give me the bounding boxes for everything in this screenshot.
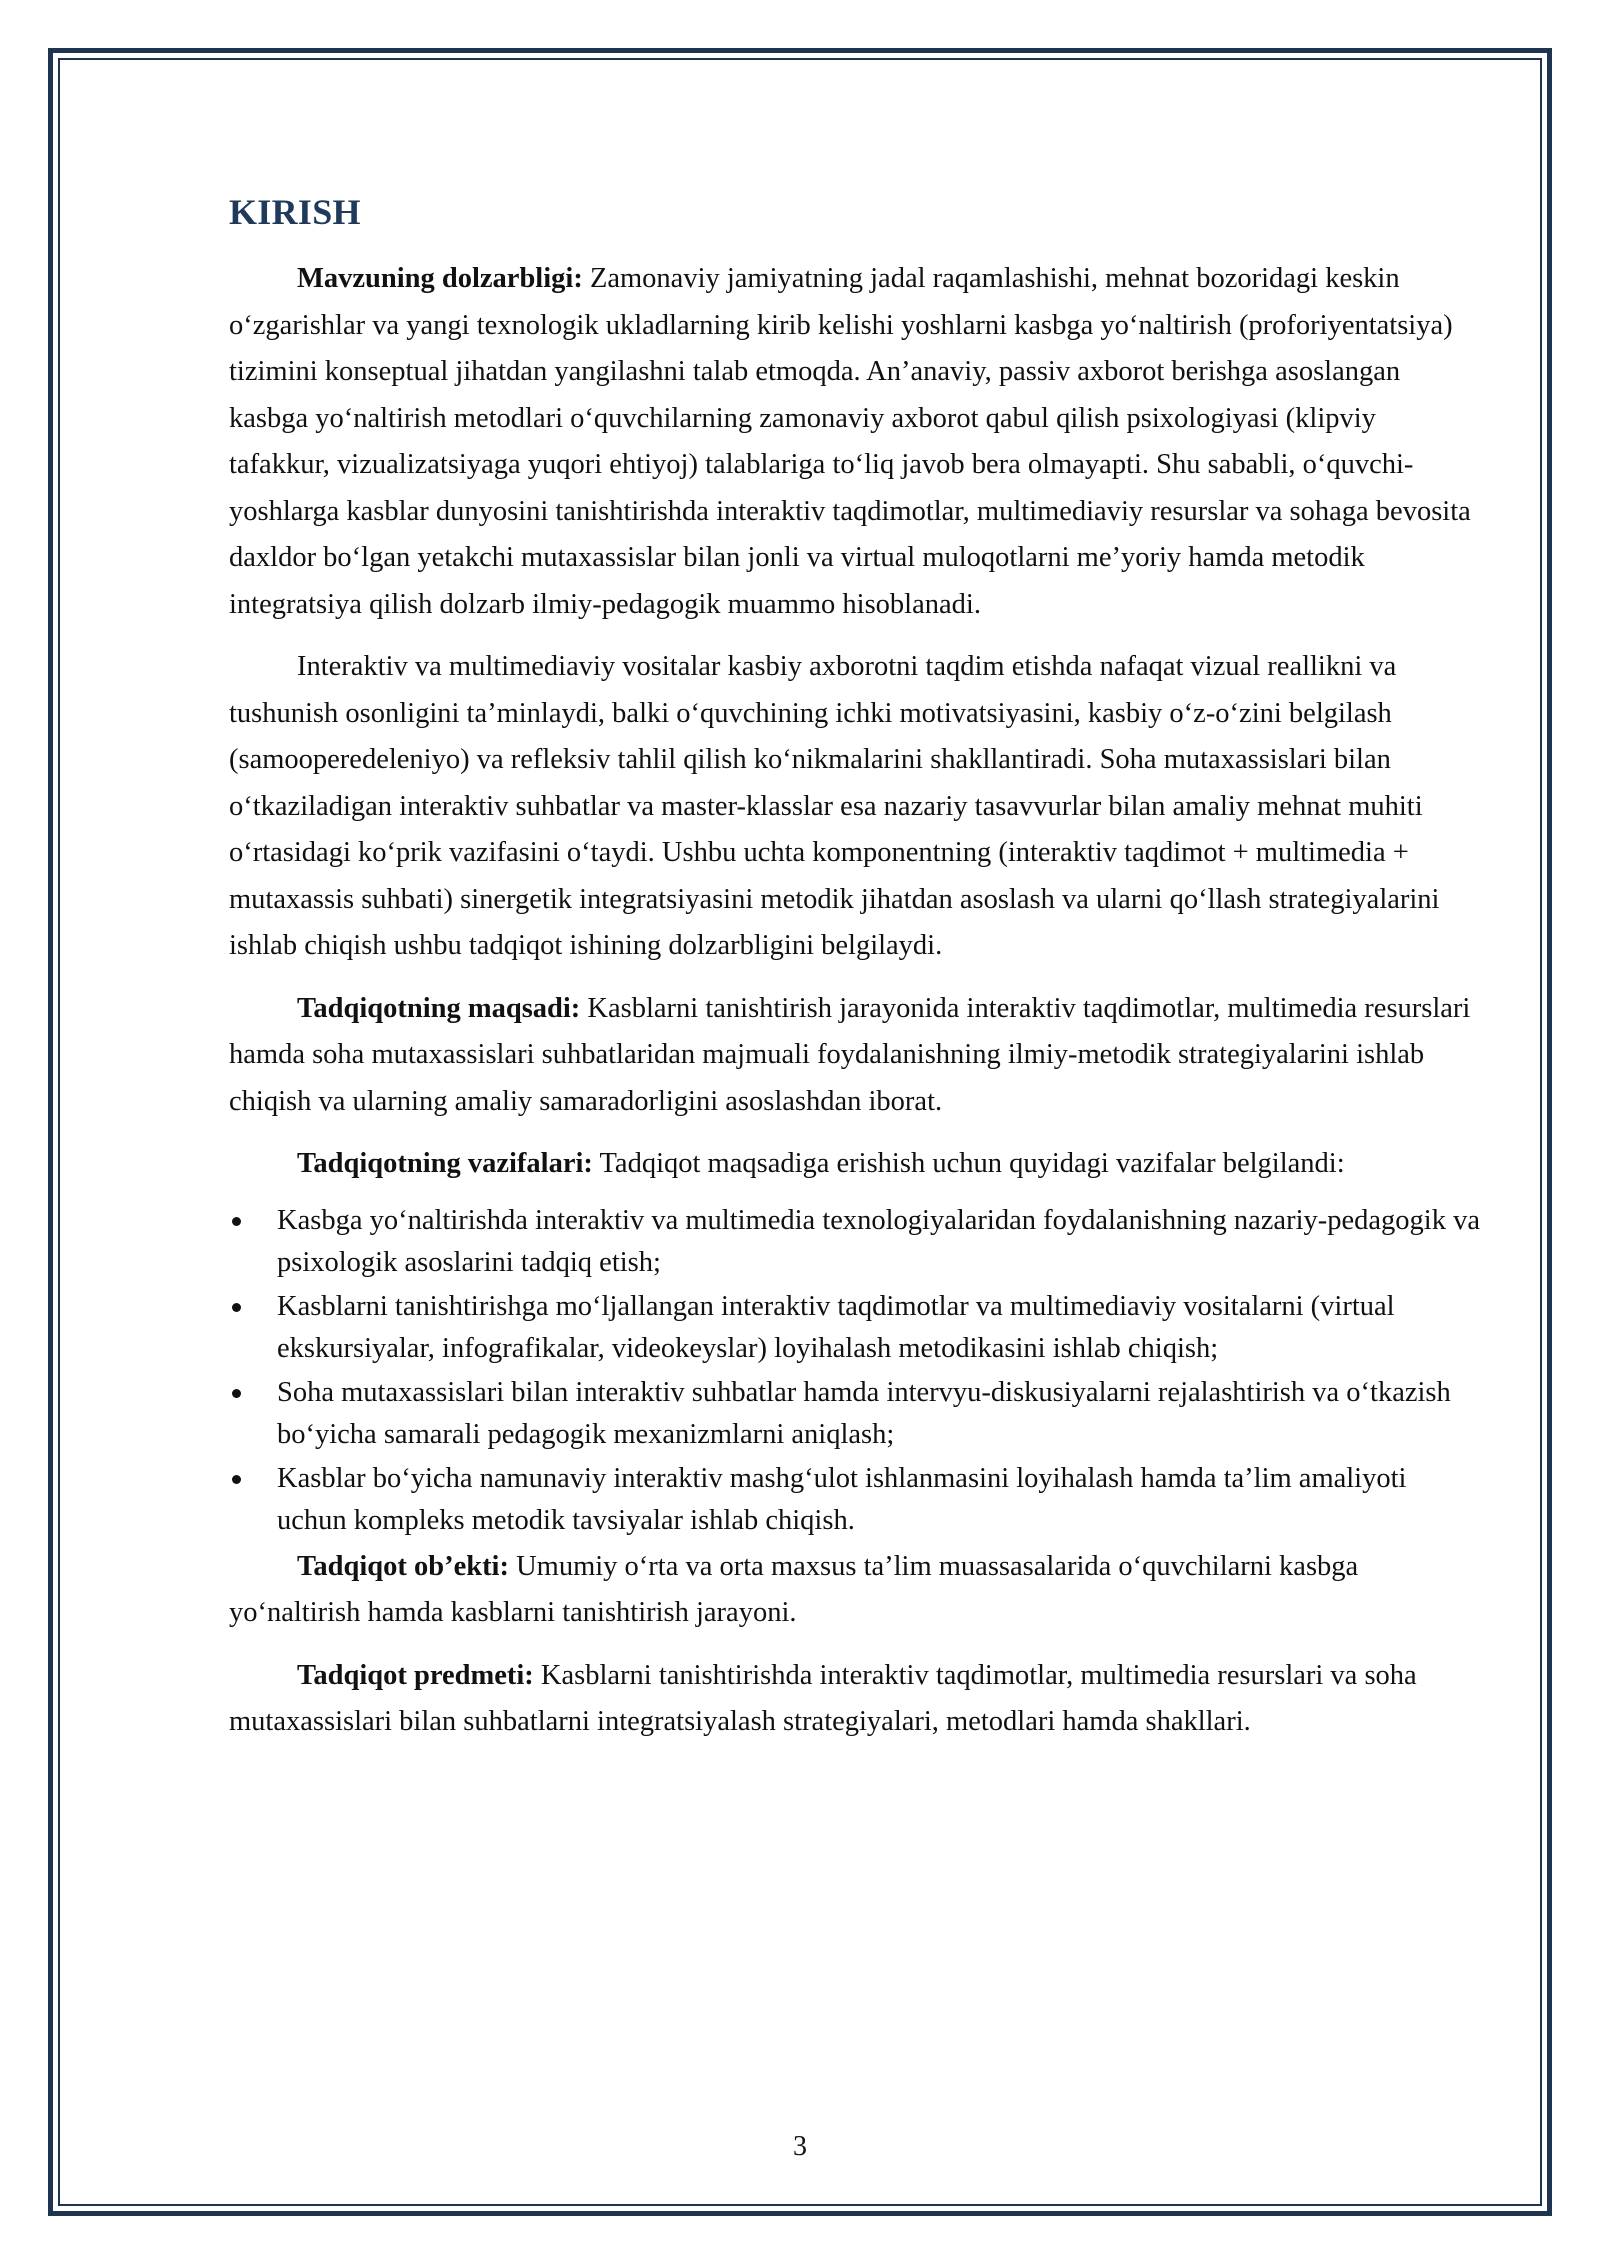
relevance-text: Zamonaviy jamiyatning jadal raqamlashishi, mehnat bozoridagi keskin oʻzgarishlar va yangi texnologik ukladlarning kirib kelishi yoshlarni kasbga yoʻnaltirish (proforiyentatsiya) tizimini konseptual jihatdan yangilashni talab etmoqda. An’anaviy, passiv axborot berishga asoslangan kasbga yoʻnaltirish metodlari oʻquvchilarning zamonaviy axborot qabul qilish psixologiyasi (klipviy tafakkur, vizualizatsiyaga yuqori ehtiyoj) talablariga toʻliq javob bera olmayapti. Shu sababli, oʻquvchi-yoshlarga kasblar dunyosini tanishtirishda interaktiv taqdimotlar, multimediaviy resurslar va sohaga bevosita daxldor boʻlgan yetakchi mutaxassislar bilan jonli va virtual muloqotlarni me’yoriy hamda metodik integratsiya qilish dolzarb ilmiy-pedagogik muammo hisoblanadi. — [229, 263, 1471, 620]
object-paragraph — [229, 1544, 1483, 1637]
subject-paragraph — [229, 1653, 1483, 1746]
relevance-label: Mavzuning dolzarbligi: — [297, 263, 583, 294]
goal-label: Tadqiqotning maqsadi: — [297, 992, 581, 1024]
list-item — [229, 1372, 1483, 1457]
goal-text: Kasblarni tanishtirish jarayonida interaktiv taqdimotlar, multimedia resurslari hamda soha mutaxassislari suhbatlaridan majmuali foydalanishning ilmiy-metodik strategiyalarini ishlab chiqish va ularning amaliy samaradorligini asoslashdan iborat. — [229, 992, 1471, 1117]
object-text: Umumiy oʻrta va orta maxsus ta’lim muassasalarida oʻquvchilarni kasbga yoʻnaltirish hamda kasblarni tanishtirish jarayoni. — [229, 1550, 1359, 1628]
tasks-paragraph — [229, 1141, 1483, 1188]
document-body — [229, 190, 1483, 1762]
interactive-text: Interaktiv va multimediaviy vositalar kasbiy axborotni taqdim etishda nafaqat vizual reallikni va tushunish osonligini ta’minlaydi, balki oʻquvchining ichki motivatsiyasini, kasbiy oʻz-oʻzini belgilash (samooperedeleniyo) va refleksiv tahlil qilish koʻnikmalarini shakllantiradi. Soha mutaxassislari bilan oʻtkaziladigan interaktiv suhbatlar va master-klasslar esa nazariy tasavvurlar bilan amaliy mehnat muhiti oʻrtasidagi koʻprik vazifasini oʻtaydi. Ushbu uchta komponentning (interaktiv taqdimot + multimedia + mutaxassis suhbati) sinergetik integratsiyasini metodik jihatdan asoslash va ularni qoʻllash strategiyalarini ishlab chiqish ushbu tadqiqot ishining dolzarbligini belgilaydi. — [229, 651, 1440, 961]
object-label: Tadqiqot ob’ekti: — [297, 1550, 509, 1582]
bullet-icon — [232, 1217, 241, 1226]
subject-label: Tadqiqot predmeti: — [297, 1659, 534, 1691]
tasks-label: Tadqiqotning vazifalari: — [297, 1148, 593, 1179]
interactive-paragraph — [229, 644, 1483, 970]
list-item-text: Kasblarni tanishtirishga moʻljallangan interaktiv taqdimotlar va multimediaviy vositalarni (virtual ekskursiyalar, infografikalar, videokeyslar) loyihalash metodikasini ishlab chiqish; — [277, 1290, 1395, 1364]
list-item — [229, 1458, 1483, 1543]
tasks-text: Tadqiqot maqsadiga erishish uchun quyidagi vazifalar belgilandi: — [592, 1148, 1345, 1179]
tasks-list — [229, 1200, 1483, 1543]
bullet-icon — [232, 1303, 241, 1312]
relevance-paragraph — [229, 256, 1483, 628]
bullet-icon — [232, 1475, 241, 1484]
list-item-text: Kasblar boʻyicha namunaviy interaktiv mashgʻulot ishlanmasini loyihalash hamda ta’lim amaliyoti uchun kompleks metodik tavsiyalar ishlab chiqish. — [277, 1462, 1407, 1536]
bullet-icon — [232, 1389, 241, 1398]
list-item — [229, 1200, 1483, 1285]
section-heading: KIRISH — [229, 192, 361, 232]
list-item-text: Kasbga yoʻnaltirishda interaktiv va multimedia texnologiyalaridan foydalanishning nazariy-pedagogik va psixologik asoslarini tadqiq etish; — [277, 1204, 1480, 1278]
list-item-text: Soha mutaxassislari bilan interaktiv suhbatlar hamda intervyu-diskusiyalarni rejalashtirish va oʻtkazish boʻyicha samarali pedagogik mexanizmlarni aniqlash; — [277, 1376, 1451, 1450]
subject-text: Kasblarni tanishtirishda interaktiv taqdimotlar, multimedia resurslari va soha mutaxassislari bilan suhbatlarni integratsiyalash strategiyalari, metodlari hamda shakllari. — [229, 1659, 1417, 1737]
page-number: 3 — [793, 2131, 807, 2162]
list-item — [229, 1286, 1483, 1371]
goal-paragraph — [229, 986, 1483, 1126]
